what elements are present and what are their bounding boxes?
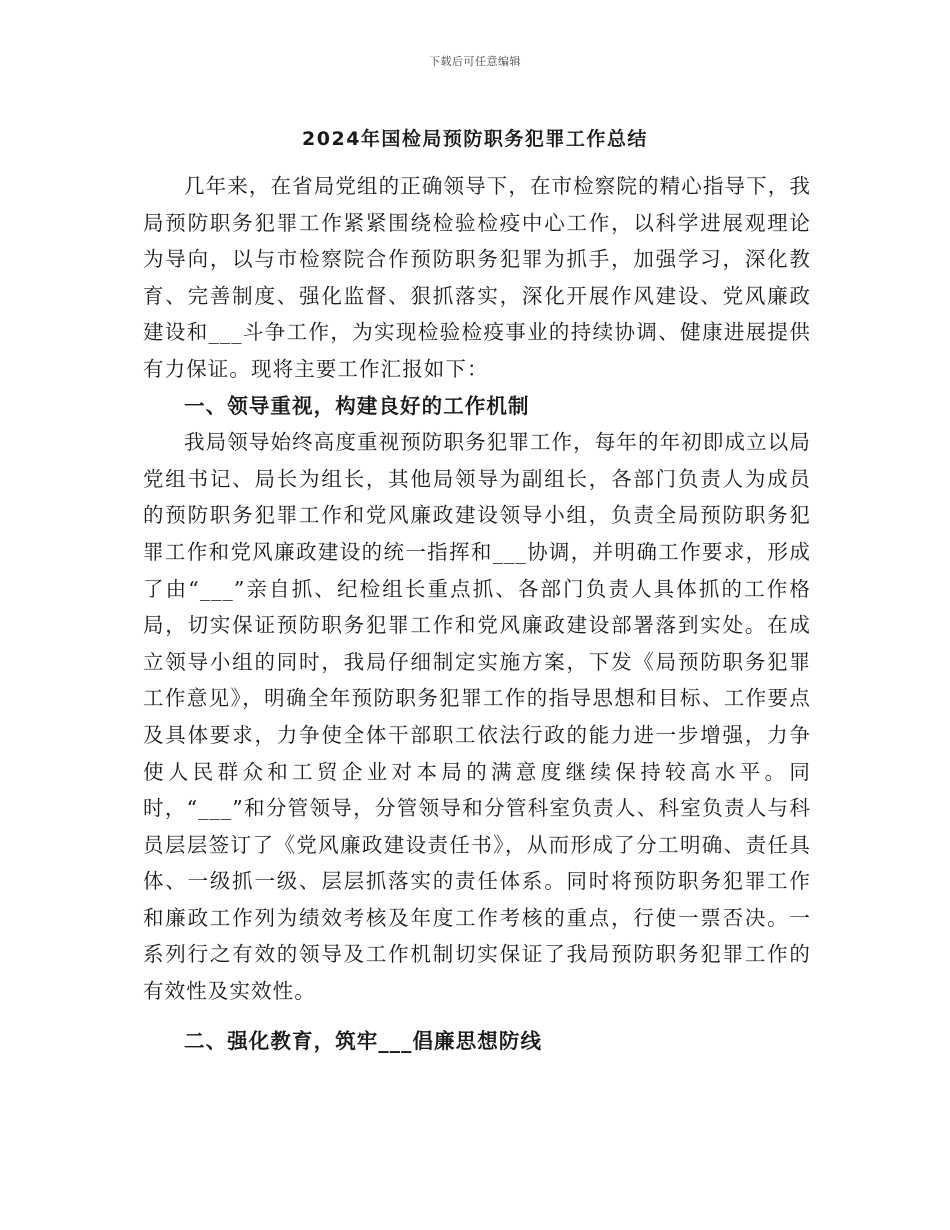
section2-heading: 二、强化教育，筑牢___倡廉思想防线 [184,1028,543,1053]
intro-paragraph: 几年来，在省局党组的正确领导下，在市检察院的精心指导下，我局预防职务犯罪工作紧紧围绕检验检疫中心工作，以科学进展观理论为导向，以与市检察院合作预防职务犯罪为抓手，加强学习，深化教育、完善制度、强化监督、狠抓落实，深化开展作风建设、党风廉政建设和___斗争工作，为实现检验检疫事业的持续协调、健康进展提供有力保证。现将主要工作汇报如下： [143,174,811,381]
section1-heading: 一、领导重视，构建良好的工作机制 [184,393,530,418]
section1-paragraph: 我局领导始终高度重视预防职务犯罪工作，每年的年初即成立以局党组书记、局长为组长，其他局领导为副组长，各部门负责人为成员的预防职务犯罪工作和党风廉政建设领导小组，负责全局预防职务犯罪工作和党风廉政建设的统一指挥和___协调，并明确工作要求，形成了由“___”亲自抓、纪检组长重点抓、各部门负责人具体抓的工作格局，切实保证预防职务犯罪工作和党风廉政建设部署落到实处。在成立领导小组的同时，我局仔细制定实施方案，下发《局预防职务犯罪工作意见》，明确全年预防职务犯罪工作的指导思想和目标、工作要点及具体要求，力争使全体干部职工依法行政的能力进一步增强，力争使人民群众和工贸企业对本局的满意度继续保持较高水平。同时，“___”和分管领导，分管领导和分管科室负责人、科室负责人与科员层层签订了《党风廉政建设责任书》，从而形成了分工明确、责任具体、一级抓一级、层层抓落实的责任体系。同时将预防职务犯罪工作和廉政工作列为绩效考核及年度工作考核的重点，行使一票否决。一系列行之有效的领导及工作机制切实保证了我局预防职务犯罪工作的有效性及实效性。 [143,430,811,1004]
document-title: 2024年国检局预防职务犯罪工作总结 [302,128,648,150]
document-body [143,168,811,1059]
header-note: 下载后可任意编辑 [429,55,521,68]
